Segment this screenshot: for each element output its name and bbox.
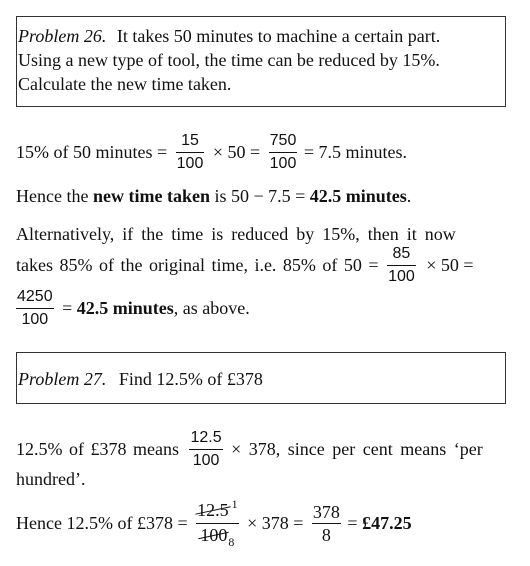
problem-27-text: Find 12.5% of £378 xyxy=(118,369,263,389)
fraction-denominator: 100 xyxy=(21,311,49,328)
result-bold: 42.5 minutes xyxy=(76,298,174,318)
equals-sign: = xyxy=(347,513,363,533)
fraction-378-over-8 xyxy=(312,501,341,546)
problem-26-label: Problem 26. xyxy=(18,26,107,46)
fraction-numerator: 15 xyxy=(176,130,205,153)
problem-27-line xyxy=(18,367,263,391)
fraction-denominator: 100 xyxy=(388,268,415,285)
new-time-taken-bold: new time taken xyxy=(92,186,210,206)
cancelled-fraction xyxy=(196,499,239,548)
text-span: , as above. xyxy=(173,298,250,318)
problem-26-line-3: Calculate the new time taken. xyxy=(18,74,232,94)
solution-27-line-3-lead: Hence 12.5% of £378 = xyxy=(16,513,188,533)
cancel-result-numerator: 1 xyxy=(231,497,238,511)
fraction-denominator xyxy=(196,524,239,548)
fraction-numerator: 4250 xyxy=(16,286,54,309)
fraction-750-over-100 xyxy=(269,130,298,175)
result-bold: 42.5 minutes xyxy=(309,186,407,206)
cancelled-numerator: 12.5 xyxy=(197,500,229,520)
solution-26-result: = 7.5 minutes. xyxy=(303,142,408,162)
fraction-12-5-over-100 xyxy=(189,427,222,472)
problem-26-line-2: Using a new type of tool, the time can be reduced by 15%. xyxy=(18,50,440,70)
fraction-denominator: 100 xyxy=(269,155,297,172)
cancelled-denominator: 100 xyxy=(200,525,228,545)
solution-26-line-1 xyxy=(16,130,407,175)
fraction-numerator xyxy=(196,499,239,524)
text-span: . xyxy=(406,186,412,206)
fraction-denominator: 100 xyxy=(192,452,220,469)
text-span: Hence the xyxy=(16,186,93,206)
fraction-15-over-100 xyxy=(176,130,205,175)
fraction-4250-over-100 xyxy=(16,286,54,331)
fraction-denominator: 8 xyxy=(321,525,331,545)
solution-27-line-1-end: × 378, since per cent means ‘per xyxy=(231,439,483,459)
solution-27-times: × 378 = xyxy=(247,513,304,533)
solution-27-line-2: hundred’. xyxy=(16,469,86,489)
problem-26-text-1: It takes 50 minutes to machine a certain part. xyxy=(116,26,441,46)
fraction-85-over-100 xyxy=(387,243,416,288)
fraction-numerator: 85 xyxy=(387,243,416,266)
fraction-numerator: 12.5 xyxy=(189,427,222,450)
equals-sign: = xyxy=(62,298,77,318)
alternative-line-3 xyxy=(16,286,250,331)
alternative-line-2 xyxy=(16,243,474,288)
solution-26-line-2 xyxy=(16,184,411,208)
fraction-numerator: 750 xyxy=(269,130,298,153)
solution-27-line-1 xyxy=(16,427,483,472)
alternative-line-2-end: × 50 = xyxy=(426,255,474,275)
solution-27-line-3 xyxy=(16,499,412,548)
fraction-denominator: 100 xyxy=(176,155,204,172)
alternative-line-1: Alternatively, if the time is reduced by 15%, then it now xyxy=(16,224,456,244)
fraction-numerator: 378 xyxy=(312,502,340,522)
solution-26-times: × 50 = xyxy=(212,142,261,162)
text-span: is 50 − 7.5 = xyxy=(209,186,310,206)
solution-26-lead: 15% of 50 minutes = xyxy=(16,142,168,162)
alternative-line-2-text: takes 85% of the original time, i.e. 85% of 50 = xyxy=(16,255,379,275)
final-result-bold: £47.25 xyxy=(362,513,412,533)
problem-27-label: Problem 27. xyxy=(18,369,107,389)
solution-27-lead: 12.5% of £378 means xyxy=(16,439,179,459)
cancel-result-denominator: 8 xyxy=(228,535,235,549)
problem-26-line-1 xyxy=(18,24,440,48)
